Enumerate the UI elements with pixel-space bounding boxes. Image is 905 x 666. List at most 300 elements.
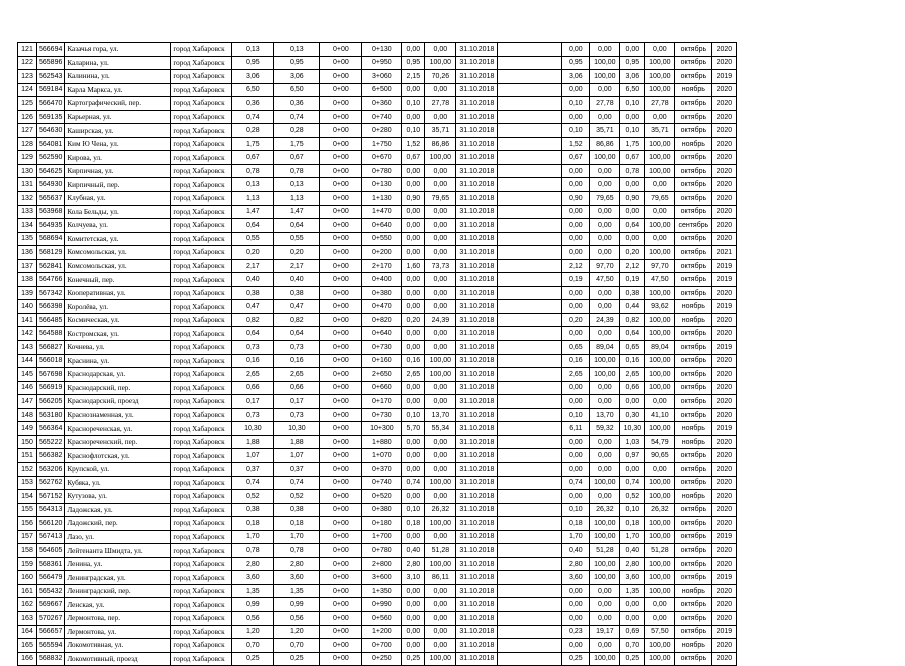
start-chainage-cell: 0+00: [320, 354, 362, 368]
length-km-cell: 0,73: [232, 341, 274, 355]
year-cell: 2019: [712, 300, 737, 314]
plan-percent-cell: 35,71: [590, 124, 620, 138]
length-km-cell: 0,47: [232, 300, 274, 314]
notes-cell: [498, 327, 562, 341]
row-number-cell: 121: [18, 43, 37, 57]
month-cell: октябрь: [675, 97, 712, 111]
plan-km-cell: 3,06: [562, 70, 590, 84]
end-chainage-cell: 0+700: [362, 639, 402, 653]
year-cell: 2020: [712, 544, 737, 558]
length-km-cell: 1,47: [232, 205, 274, 219]
row-number-cell: 135: [18, 232, 37, 246]
notes-cell: [498, 408, 562, 422]
row-number-cell: 152: [18, 462, 37, 476]
target-km-cell: 0,78: [620, 164, 645, 178]
target-km-cell: 1,35: [620, 584, 645, 598]
table-row: [18, 598, 737, 612]
length-total-km-cell: 1,70: [274, 530, 320, 544]
length-total-km-cell: 0,55: [274, 232, 320, 246]
month-cell: октябрь: [675, 259, 712, 273]
road-id-cell: 565594: [37, 639, 65, 653]
notes-cell: [498, 219, 562, 233]
date-cell: 31.10.2018: [456, 557, 498, 571]
end-chainage-cell: 2+800: [362, 557, 402, 571]
plan-km-cell: 0,00: [562, 110, 590, 124]
done-percent-cell: 0,00: [425, 273, 456, 287]
city-cell: город Хабаровск: [171, 462, 232, 476]
street-name-cell: Комсомольская, ул.: [65, 246, 171, 260]
row-number-cell: 154: [18, 490, 37, 504]
notes-cell: [498, 625, 562, 639]
notes-cell: [498, 110, 562, 124]
notes-cell: [498, 286, 562, 300]
year-cell: 2020: [712, 395, 737, 409]
plan-percent-cell: 0,00: [590, 490, 620, 504]
length-total-km-cell: 0,67: [274, 151, 320, 165]
street-name-cell: Краснина, ул.: [65, 354, 171, 368]
start-chainage-cell: 0+00: [320, 462, 362, 476]
done-km-cell: 0,10: [402, 97, 425, 111]
end-chainage-cell: 0+130: [362, 178, 402, 192]
plan-km-cell: 0,00: [562, 381, 590, 395]
table-row: [18, 273, 737, 287]
length-total-km-cell: 0,13: [274, 43, 320, 57]
date-cell: 31.10.2018: [456, 300, 498, 314]
road-id-cell: 568361: [37, 557, 65, 571]
done-percent-cell: 0,00: [425, 246, 456, 260]
target-percent-cell: 100,00: [645, 137, 675, 151]
done-km-cell: 0,00: [402, 83, 425, 97]
table-row: [18, 544, 737, 558]
month-cell: октябрь: [675, 530, 712, 544]
notes-cell: [498, 56, 562, 70]
done-percent-cell: 73,73: [425, 259, 456, 273]
start-chainage-cell: 0+00: [320, 557, 362, 571]
date-cell: 31.10.2018: [456, 341, 498, 355]
notes-cell: [498, 584, 562, 598]
street-name-cell: Лермонтова, ул.: [65, 625, 171, 639]
target-km-cell: 0,00: [620, 178, 645, 192]
table-row: [18, 313, 737, 327]
row-number-cell: 129: [18, 151, 37, 165]
done-km-cell: 0,40: [402, 544, 425, 558]
target-km-cell: 0,00: [620, 462, 645, 476]
plan-km-cell: 0,10: [562, 503, 590, 517]
street-name-cell: Лазо, ул.: [65, 530, 171, 544]
done-percent-cell: 0,00: [425, 286, 456, 300]
plan-km-cell: 0,00: [562, 435, 590, 449]
date-cell: 31.10.2018: [456, 97, 498, 111]
done-km-cell: 0,00: [402, 625, 425, 639]
plan-km-cell: 0,00: [562, 219, 590, 233]
plan-percent-cell: 0,00: [590, 178, 620, 192]
city-cell: город Хабаровск: [171, 205, 232, 219]
month-cell: ноябрь: [675, 422, 712, 436]
target-percent-cell: 100,00: [645, 557, 675, 571]
month-cell: октябрь: [675, 327, 712, 341]
start-chainage-cell: 0+00: [320, 584, 362, 598]
city-cell: город Хабаровск: [171, 395, 232, 409]
target-km-cell: 2,65: [620, 368, 645, 382]
city-cell: город Хабаровск: [171, 368, 232, 382]
date-cell: 31.10.2018: [456, 43, 498, 57]
target-km-cell: 2,12: [620, 259, 645, 273]
date-cell: 31.10.2018: [456, 219, 498, 233]
year-cell: 2019: [712, 571, 737, 585]
done-km-cell: 2,80: [402, 557, 425, 571]
end-chainage-cell: 1+470: [362, 205, 402, 219]
city-cell: город Хабаровск: [171, 124, 232, 138]
done-percent-cell: 100,00: [425, 557, 456, 571]
done-percent-cell: 86,86: [425, 137, 456, 151]
done-km-cell: 0,10: [402, 124, 425, 138]
month-cell: октябрь: [675, 151, 712, 165]
year-cell: 2020: [712, 611, 737, 625]
target-percent-cell: 0,00: [645, 395, 675, 409]
notes-cell: [498, 70, 562, 84]
date-cell: 31.10.2018: [456, 151, 498, 165]
target-percent-cell: 97,70: [645, 259, 675, 273]
row-number-cell: 156: [18, 517, 37, 531]
target-km-cell: 0,30: [620, 408, 645, 422]
length-km-cell: 1,75: [232, 137, 274, 151]
done-percent-cell: 0,00: [425, 462, 456, 476]
year-cell: 2020: [712, 381, 737, 395]
plan-percent-cell: 0,00: [590, 435, 620, 449]
target-percent-cell: 100,00: [645, 368, 675, 382]
plan-percent-cell: 100,00: [590, 476, 620, 490]
city-cell: город Хабаровск: [171, 341, 232, 355]
table-row: [18, 56, 737, 70]
start-chainage-cell: 0+00: [320, 368, 362, 382]
row-number-cell: 146: [18, 381, 37, 395]
end-chainage-cell: 2+170: [362, 259, 402, 273]
month-cell: октябрь: [675, 246, 712, 260]
plan-km-cell: 1,52: [562, 137, 590, 151]
year-cell: 2020: [712, 313, 737, 327]
target-percent-cell: 100,00: [645, 652, 675, 666]
date-cell: 31.10.2018: [456, 408, 498, 422]
end-chainage-cell: 0+780: [362, 164, 402, 178]
length-total-km-cell: 1,47: [274, 205, 320, 219]
plan-km-cell: 0,90: [562, 192, 590, 206]
table-row: [18, 110, 737, 124]
month-cell: ноябрь: [675, 313, 712, 327]
start-chainage-cell: 0+00: [320, 205, 362, 219]
length-km-cell: 0,20: [232, 246, 274, 260]
plan-percent-cell: 27,78: [590, 97, 620, 111]
month-cell: октябрь: [675, 354, 712, 368]
plan-percent-cell: 0,00: [590, 462, 620, 476]
length-total-km-cell: 0,40: [274, 273, 320, 287]
end-chainage-cell: 0+380: [362, 286, 402, 300]
notes-cell: [498, 259, 562, 273]
done-percent-cell: 0,00: [425, 219, 456, 233]
end-chainage-cell: 3+600: [362, 571, 402, 585]
plan-km-cell: 0,00: [562, 462, 590, 476]
target-km-cell: 3,60: [620, 571, 645, 585]
city-cell: город Хабаровск: [171, 313, 232, 327]
road-id-cell: 564313: [37, 503, 65, 517]
row-number-cell: 134: [18, 219, 37, 233]
start-chainage-cell: 0+00: [320, 395, 362, 409]
end-chainage-cell: 0+280: [362, 124, 402, 138]
length-km-cell: 0,74: [232, 110, 274, 124]
row-number-cell: 130: [18, 164, 37, 178]
table-row: [18, 503, 737, 517]
street-name-cell: Краснознаменная, ул.: [65, 408, 171, 422]
target-km-cell: 0,00: [620, 611, 645, 625]
row-number-cell: 163: [18, 611, 37, 625]
month-cell: октябрь: [675, 544, 712, 558]
done-km-cell: 0,00: [402, 110, 425, 124]
target-km-cell: 6,50: [620, 83, 645, 97]
table-row: [18, 611, 737, 625]
done-km-cell: 2,65: [402, 368, 425, 382]
year-cell: 2019: [712, 70, 737, 84]
length-total-km-cell: 0,52: [274, 490, 320, 504]
street-name-cell: Кочнева, ул.: [65, 341, 171, 355]
length-km-cell: 0,64: [232, 219, 274, 233]
done-km-cell: 0,90: [402, 192, 425, 206]
end-chainage-cell: 0+950: [362, 56, 402, 70]
plan-percent-cell: 100,00: [590, 70, 620, 84]
date-cell: 31.10.2018: [456, 354, 498, 368]
done-km-cell: 0,00: [402, 232, 425, 246]
length-km-cell: 0,16: [232, 354, 274, 368]
table-row: [18, 178, 737, 192]
month-cell: октябрь: [675, 381, 712, 395]
length-total-km-cell: 0,78: [274, 164, 320, 178]
length-km-cell: 3,60: [232, 571, 274, 585]
notes-cell: [498, 435, 562, 449]
plan-km-cell: 0,18: [562, 517, 590, 531]
plan-percent-cell: 0,00: [590, 286, 620, 300]
notes-cell: [498, 164, 562, 178]
date-cell: 31.10.2018: [456, 70, 498, 84]
month-cell: октябрь: [675, 164, 712, 178]
row-number-cell: 165: [18, 639, 37, 653]
table-row: [18, 259, 737, 273]
row-number-cell: 151: [18, 449, 37, 463]
street-name-cell: Кирова, ул.: [65, 151, 171, 165]
street-name-cell: Краснодарский, пер.: [65, 381, 171, 395]
start-chainage-cell: 0+00: [320, 300, 362, 314]
road-id-cell: 566919: [37, 381, 65, 395]
street-name-cell: Крупской, ул.: [65, 462, 171, 476]
plan-percent-cell: 59,32: [590, 422, 620, 436]
row-number-cell: 139: [18, 286, 37, 300]
year-cell: 2020: [712, 83, 737, 97]
target-percent-cell: 100,00: [645, 571, 675, 585]
street-name-cell: Краснореченский, пер.: [65, 435, 171, 449]
year-cell: 2020: [712, 97, 737, 111]
target-km-cell: 0,97: [620, 449, 645, 463]
length-total-km-cell: 0,25: [274, 652, 320, 666]
plan-percent-cell: 0,00: [590, 327, 620, 341]
plan-km-cell: 0,00: [562, 286, 590, 300]
length-km-cell: 0,99: [232, 598, 274, 612]
end-chainage-cell: 0+400: [362, 273, 402, 287]
target-km-cell: 0,00: [620, 43, 645, 57]
city-cell: город Хабаровск: [171, 449, 232, 463]
done-percent-cell: 0,00: [425, 205, 456, 219]
street-name-cell: Каларина, ул.: [65, 56, 171, 70]
plan-km-cell: 0,20: [562, 313, 590, 327]
done-km-cell: 3,10: [402, 571, 425, 585]
table-row: [18, 124, 737, 138]
row-number-cell: 157: [18, 530, 37, 544]
plan-km-cell: 0,95: [562, 56, 590, 70]
done-percent-cell: 100,00: [425, 476, 456, 490]
plan-percent-cell: 0,00: [590, 43, 620, 57]
target-percent-cell: 89,04: [645, 341, 675, 355]
done-km-cell: 0,25: [402, 652, 425, 666]
street-name-cell: Карла Маркса, ул.: [65, 83, 171, 97]
date-cell: 31.10.2018: [456, 503, 498, 517]
plan-km-cell: 0,40: [562, 544, 590, 558]
notes-cell: [498, 449, 562, 463]
street-name-cell: Краснофлотская, ул.: [65, 449, 171, 463]
plan-km-cell: 0,00: [562, 232, 590, 246]
road-id-cell: 563968: [37, 205, 65, 219]
plan-percent-cell: 0,00: [590, 205, 620, 219]
street-name-cell: Ленинградская, ул.: [65, 571, 171, 585]
date-cell: 31.10.2018: [456, 286, 498, 300]
plan-percent-cell: 0,00: [590, 598, 620, 612]
street-name-cell: Клубная, ул.: [65, 192, 171, 206]
plan-percent-cell: 86,86: [590, 137, 620, 151]
road-id-cell: 563180: [37, 408, 65, 422]
notes-cell: [498, 300, 562, 314]
done-km-cell: 0,00: [402, 205, 425, 219]
date-cell: 31.10.2018: [456, 83, 498, 97]
date-cell: 31.10.2018: [456, 449, 498, 463]
date-cell: 31.10.2018: [456, 259, 498, 273]
city-cell: город Хабаровск: [171, 476, 232, 490]
row-number-cell: 127: [18, 124, 37, 138]
notes-cell: [498, 192, 562, 206]
year-cell: 2020: [712, 110, 737, 124]
done-km-cell: 0,18: [402, 517, 425, 531]
start-chainage-cell: 0+00: [320, 625, 362, 639]
road-id-cell: 569184: [37, 83, 65, 97]
plan-percent-cell: 100,00: [590, 530, 620, 544]
end-chainage-cell: 0+640: [362, 327, 402, 341]
end-chainage-cell: 0+200: [362, 246, 402, 260]
plan-km-cell: 0,00: [562, 205, 590, 219]
city-cell: город Хабаровск: [171, 286, 232, 300]
street-name-cell: Ладожская, ул.: [65, 503, 171, 517]
row-number-cell: 141: [18, 313, 37, 327]
road-id-cell: 567698: [37, 368, 65, 382]
length-km-cell: 0,66: [232, 381, 274, 395]
target-km-cell: 0,18: [620, 517, 645, 531]
start-chainage-cell: 0+00: [320, 341, 362, 355]
end-chainage-cell: 0+640: [362, 219, 402, 233]
road-id-cell: 566364: [37, 422, 65, 436]
done-km-cell: 0,10: [402, 408, 425, 422]
end-chainage-cell: 1+070: [362, 449, 402, 463]
done-km-cell: 0,00: [402, 449, 425, 463]
table-row: [18, 639, 737, 653]
plan-km-cell: 0,65: [562, 341, 590, 355]
month-cell: октябрь: [675, 598, 712, 612]
plan-percent-cell: 0,00: [590, 449, 620, 463]
year-cell: 2020: [712, 286, 737, 300]
length-km-cell: 0,74: [232, 476, 274, 490]
date-cell: 31.10.2018: [456, 110, 498, 124]
end-chainage-cell: 0+730: [362, 408, 402, 422]
target-km-cell: 0,67: [620, 151, 645, 165]
road-id-cell: 562590: [37, 151, 65, 165]
row-number-cell: 158: [18, 544, 37, 558]
plan-percent-cell: 0,00: [590, 300, 620, 314]
year-cell: 2020: [712, 192, 737, 206]
year-cell: 2020: [712, 639, 737, 653]
month-cell: ноябрь: [675, 435, 712, 449]
date-cell: 31.10.2018: [456, 571, 498, 585]
done-km-cell: 0,00: [402, 584, 425, 598]
target-km-cell: 0,74: [620, 476, 645, 490]
plan-km-cell: 0,00: [562, 584, 590, 598]
month-cell: ноябрь: [675, 639, 712, 653]
street-name-cell: Ким Ю Чена, ул.: [65, 137, 171, 151]
done-percent-cell: 0,00: [425, 83, 456, 97]
month-cell: октябрь: [675, 395, 712, 409]
target-percent-cell: 100,00: [645, 490, 675, 504]
table-row: [18, 490, 737, 504]
length-total-km-cell: 0,74: [274, 110, 320, 124]
month-cell: октябрь: [675, 408, 712, 422]
target-km-cell: 0,95: [620, 56, 645, 70]
end-chainage-cell: 1+750: [362, 137, 402, 151]
date-cell: 31.10.2018: [456, 490, 498, 504]
start-chainage-cell: 0+00: [320, 639, 362, 653]
length-total-km-cell: 0,73: [274, 408, 320, 422]
start-chainage-cell: 0+00: [320, 503, 362, 517]
notes-cell: [498, 517, 562, 531]
end-chainage-cell: 6+500: [362, 83, 402, 97]
road-id-cell: 568832: [37, 652, 65, 666]
plan-percent-cell: 89,04: [590, 341, 620, 355]
month-cell: октябрь: [675, 462, 712, 476]
street-name-cell: Локомотивная, ул.: [65, 639, 171, 653]
target-percent-cell: 0,00: [645, 462, 675, 476]
target-km-cell: 0,64: [620, 219, 645, 233]
plan-percent-cell: 0,00: [590, 219, 620, 233]
year-cell: 2020: [712, 178, 737, 192]
month-cell: октябрь: [675, 571, 712, 585]
length-km-cell: 0,95: [232, 56, 274, 70]
plan-percent-cell: 97,70: [590, 259, 620, 273]
plan-percent-cell: 79,65: [590, 192, 620, 206]
plan-km-cell: 0,00: [562, 449, 590, 463]
plan-km-cell: 0,00: [562, 246, 590, 260]
table-row: [18, 354, 737, 368]
row-number-cell: 143: [18, 341, 37, 355]
target-km-cell: 0,00: [620, 232, 645, 246]
done-km-cell: 1,52: [402, 137, 425, 151]
date-cell: 31.10.2018: [456, 124, 498, 138]
plan-percent-cell: 0,00: [590, 232, 620, 246]
row-number-cell: 160: [18, 571, 37, 585]
street-name-cell: Казачья гора, ул.: [65, 43, 171, 57]
year-cell: 2020: [712, 56, 737, 70]
done-percent-cell: 0,00: [425, 300, 456, 314]
target-percent-cell: 90,65: [645, 449, 675, 463]
plan-percent-cell: 100,00: [590, 151, 620, 165]
